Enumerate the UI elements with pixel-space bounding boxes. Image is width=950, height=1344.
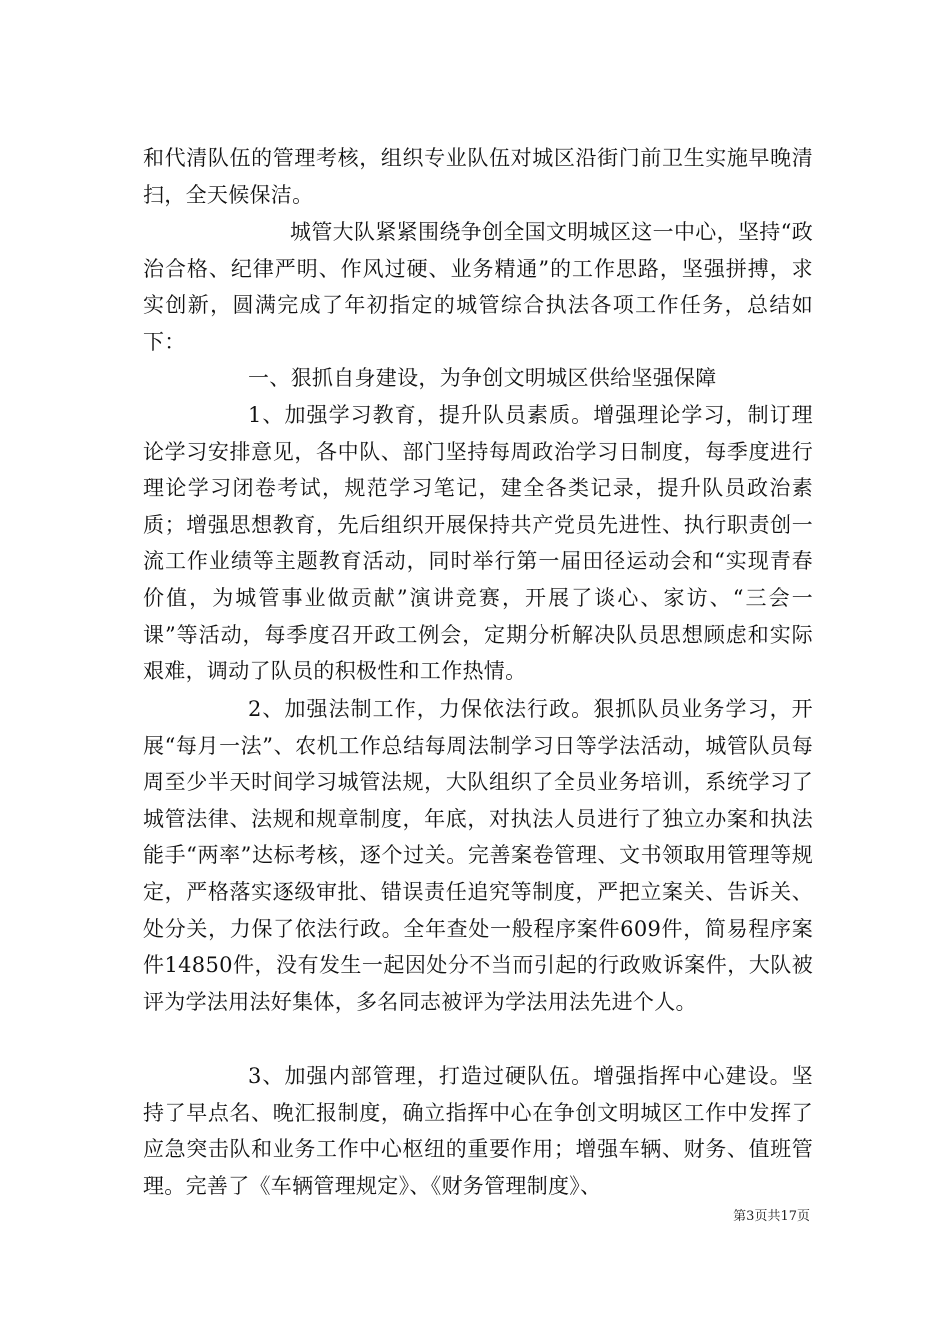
paragraph-intro-continuation: 和代清队伍的管理考核，组织专业队伍对城区沿街门前卫生实施早晚清扫，全天候保洁。: [143, 146, 813, 207]
paragraph-legal-work: 2、加强法制工作，力保依法行政。狠抓队员业务学习，开展“每月一法”、农机工作总结每周法制学习日等学法活动，城管队员每周至少半天时间学习城管法规，大队组织了全员业务培训，系统学习了城管法律、法规和规章制度，年底，对执法人员进行了独立办案和执法能手“两率”达标考核，逐个过关。完善案卷管理、文书领取用管理等规定，严格落实逐级审批、错误责任追究等制度，严把立案关、告诉关、处分关，力保了依法行政。全年查处一般程序案件609件，简易程序案件14850件，没有发生一起因处分不当而引起的行政败诉案件，大队被评为学法用法好集体，多名同志被评为学法用法先进个人。: [143, 697, 813, 1014]
page-number-footer: 第3页共17页: [733, 1209, 810, 1224]
section-heading: 一、狠抓自身建设，为争创文明城区供给坚强保障: [248, 366, 717, 390]
paragraph-study-education: 1、加强学习教育，提升队员素质。增强理论学习，制订理论学习安排意见，各中队、部门坚持每周政治学习日制度，每季度进行理论学习闭卷考试，规范学习笔记，建全各类记录，提升队员政治素质；增强思想教育，先后组织开展保持共产党员先进性、执行职责创一流工作业绩等主题教育活动，同时举行第一届田径运动会和“实现青春价值，为城管事业做贡献”演讲竞赛，开展了谈心、家访、“三会一课”等活动，每季度召开政工例会，定期分析解决队员思想顾虑和实际艰难，调动了队员的积极性和工作热情。: [143, 403, 813, 684]
paragraph-summary-opening: 城管大队紧紧围绕争创全国文明城区这一中心，坚持“政治合格、纪律严明、作风过硬、业务精通”的工作思路，坚强拼搏，求实创新，圆满完成了年初指定的城管综合执法各项工作任务，总结如下：: [143, 220, 813, 354]
paragraph-internal-management: 3、加强内部管理，打造过硬队伍。增强指挥中心建设。坚持了早点名、晚汇报制度，确立指挥中心在争创文明城区工作中发挥了应急突击队和业务工作中心枢纽的重要作用；增强车辆、财务、值班管理。完善了《车辆管理规定》、《财务管理制度》、: [143, 1064, 813, 1198]
